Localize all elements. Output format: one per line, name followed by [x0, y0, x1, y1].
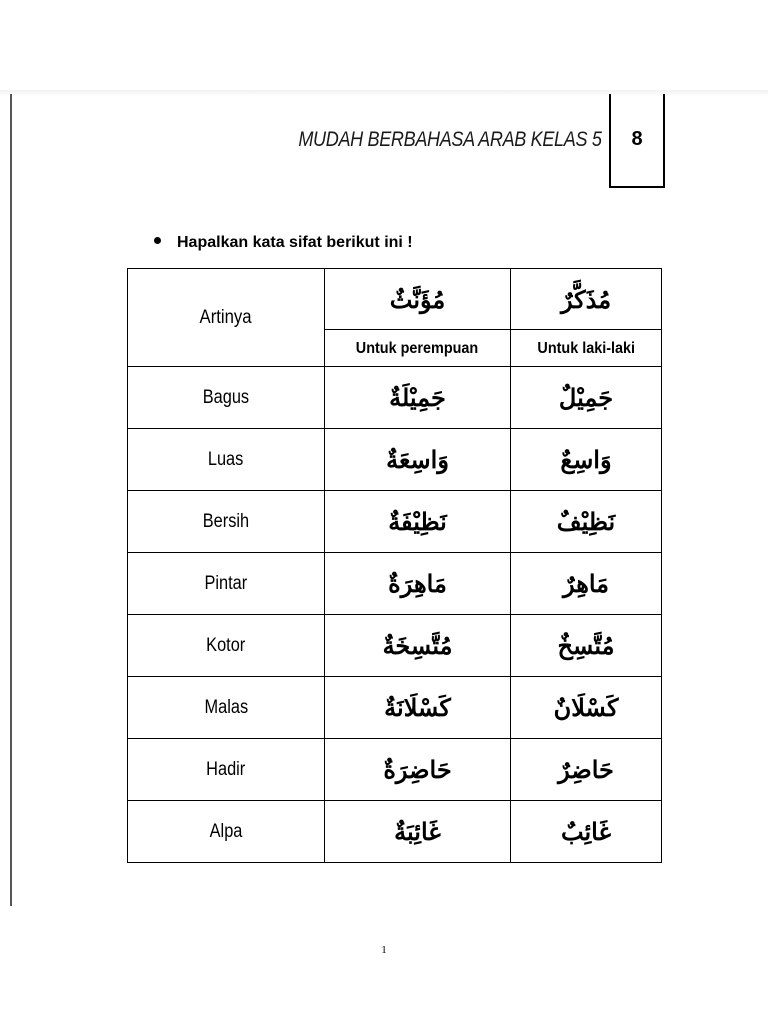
meaning-cell: Pintar — [204, 572, 248, 594]
masculine-header-arabic: مُذَكَّرٌ — [560, 284, 612, 314]
table-row — [128, 553, 662, 615]
feminine-header-cell — [325, 269, 511, 330]
feminine-word: مَاهِرَةٌ — [388, 569, 447, 598]
feminine-word: وَاسِعَةٌ — [386, 445, 449, 474]
book-title: MUDAH BERBAHASA ARAB KELAS 5 — [298, 128, 602, 151]
table-row — [128, 429, 662, 491]
table-row — [128, 491, 662, 553]
page-number: 8 — [631, 128, 643, 150]
masculine-label: Untuk laki-laki — [537, 340, 635, 357]
table-row — [128, 677, 662, 739]
meaning-cell: Hadir — [206, 758, 246, 780]
feminine-label: Untuk perempuan — [356, 340, 479, 357]
masculine-word: نَظِيْفٌ — [556, 507, 616, 536]
masculine-word: وَاسِعٌ — [560, 445, 612, 474]
feminine-header-arabic: مُؤَنَّثٌ — [389, 284, 446, 314]
feminine-word: حَاضِرَةٌ — [383, 755, 452, 784]
feminine-word: جَمِيْلَةٌ — [389, 383, 446, 412]
masculine-word: غَائِبٌ — [560, 817, 612, 846]
feminine-word: نَظِيْفَةٌ — [388, 507, 447, 536]
instruction-line — [154, 234, 413, 252]
table-row — [128, 739, 662, 801]
masculine-word: مَاهِرٌ — [562, 569, 610, 598]
masculine-header-cell — [511, 269, 662, 330]
meaning-cell: Bersih — [202, 510, 250, 532]
masculine-label-cell — [511, 330, 662, 367]
vocabulary-table — [127, 268, 662, 863]
table-row — [128, 615, 662, 677]
page-top-margin — [0, 0, 768, 94]
table-header-row — [128, 269, 662, 330]
bullet-icon — [154, 237, 161, 244]
instruction-text: Hapalkan kata sifat berikut ini ! — [177, 234, 413, 251]
meaning-cell: Alpa — [209, 820, 243, 842]
feminine-word: مُتَّسِخَةٌ — [382, 631, 453, 660]
meaning-cell: Malas — [204, 696, 248, 718]
masculine-word: مُتَّسِخٌ — [557, 631, 615, 660]
page-number-box — [609, 94, 665, 188]
table-row — [128, 801, 662, 863]
meaning-header: Artinya — [199, 306, 253, 328]
masculine-word: كَسْلَانٌ — [553, 693, 619, 722]
masculine-word: حَاضِرٌ — [558, 755, 614, 784]
meaning-cell: Luas — [208, 448, 244, 470]
footer-page-number: 1 — [381, 944, 387, 956]
feminine-word: غَائِبَةٌ — [394, 817, 441, 846]
feminine-word: كَسْلَانَةٌ — [384, 693, 451, 722]
masculine-word: جَمِيْلٌ — [558, 383, 614, 412]
table-row — [128, 367, 662, 429]
meaning-cell: Bagus — [202, 386, 250, 408]
meaning-header-cell — [128, 269, 325, 367]
feminine-label-cell — [325, 330, 511, 367]
meaning-cell: Kotor — [206, 634, 246, 656]
left-margin-rule — [10, 94, 12, 906]
